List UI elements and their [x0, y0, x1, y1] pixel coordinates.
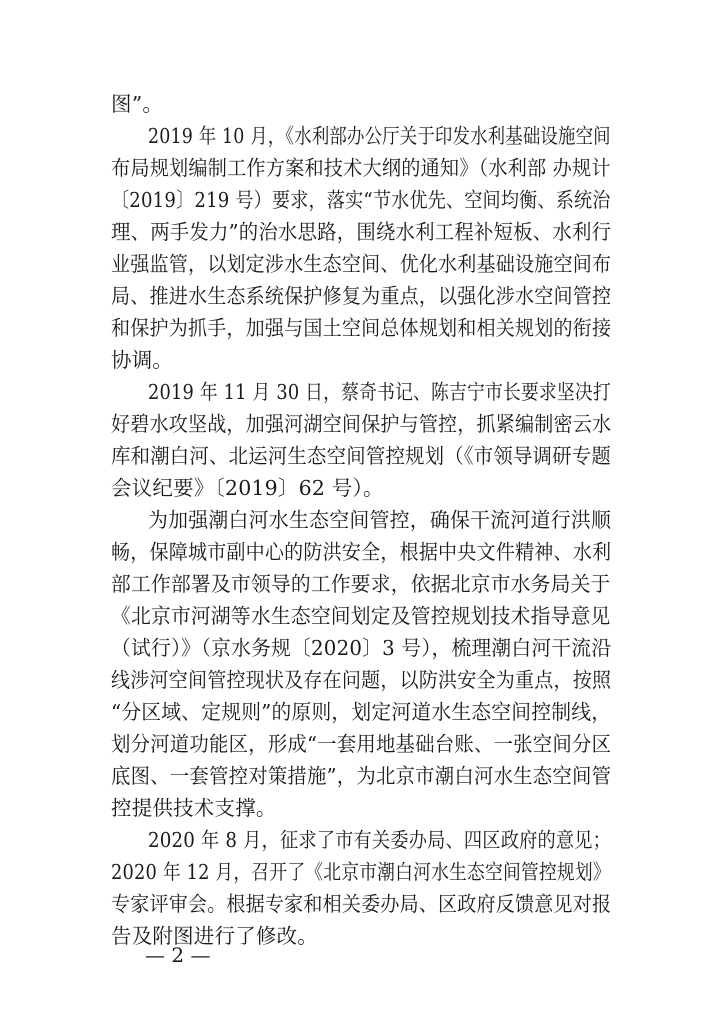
text-line: 告及附图进行了修改。: [111, 924, 318, 948]
text-line: 部工作部署及市领导的工作要求，依据北京市水务局关于: [111, 572, 611, 596]
text-line: 2020 年 8 月，征求了市有关委办局、四区政府的意见；: [148, 828, 612, 852]
text-line: 好碧水攻坚战，加强河湖空间保护与管控，抓紧编制密云水: [111, 412, 612, 436]
text-line: 库和潮白河、北运河生态空间管控规划（《市领导调研专题: [111, 444, 611, 468]
text-line: 图”。: [111, 92, 164, 116]
text-line: 线涉河空间管控现状及存在问题，以防洪安全为重点，按照: [111, 668, 612, 692]
text-line: 划分河道功能区，形成“一套用地基础台账、一张空间分区: [111, 732, 612, 756]
text-line: 2019 年 10 月，《水利部办公厅关于印发水利基础设施空间: [148, 124, 611, 148]
text-line: 控提供技术支撑。: [111, 796, 277, 820]
text-line: 2020 年 12 月，召开了《北京市潮白河水生态空间管控规划》: [111, 860, 611, 884]
text-line: 畅，保障城市副中心的防洪安全，根据中央文件精神、水利: [111, 540, 612, 564]
text-line: （试行）》（京水务规〔2020〕3 号），梳理潮白河干流沿: [111, 636, 612, 660]
text-line: 布局规划编制工作方案和技术大纲的通知》（水利部 办规计: [111, 156, 611, 180]
text-line: 《北京市河湖等水生态空间划定及管控规划技术指导意见: [111, 604, 611, 628]
text-line: 理、两手发力”的治水思路，围绕水利工程补短板、水利行: [111, 220, 612, 244]
text-line: 底图、一套管控对策措施”，为北京市潮白河水生态空间管: [111, 764, 612, 788]
text-line: 为加强潮白河水生态空间管控，确保干流河道行洪顺: [148, 508, 612, 532]
text-line: 会议纪要》〔2019〕62 号）。: [111, 476, 384, 500]
text-line: 协调。: [111, 348, 174, 372]
text-line: 局、推进水生态系统保护修复为重点，以强化涉水空间管控: [111, 284, 612, 308]
page-number: — 2 —: [145, 943, 211, 967]
text-line: 和保护为抓手，加强与国土空间总体规划和相关规划的衔接: [111, 316, 612, 340]
text-line: “分区域、定规则”的原则，划定河道水生态空间控制线，: [111, 700, 612, 724]
text-line: 业强监管，以划定涉水生态空间、优化水利基础设施空间布: [111, 252, 612, 276]
text-line: 〔2019〕219 号）要求，落实“节水优先、空间均衡、系统治: [111, 188, 611, 212]
text-line: 专家评审会。根据专家和相关委办局、区政府反馈意见对报: [111, 892, 612, 916]
text-line: 2019 年 11 月 30 日，蔡奇书记、陈吉宁市长要求坚决打: [148, 380, 611, 404]
